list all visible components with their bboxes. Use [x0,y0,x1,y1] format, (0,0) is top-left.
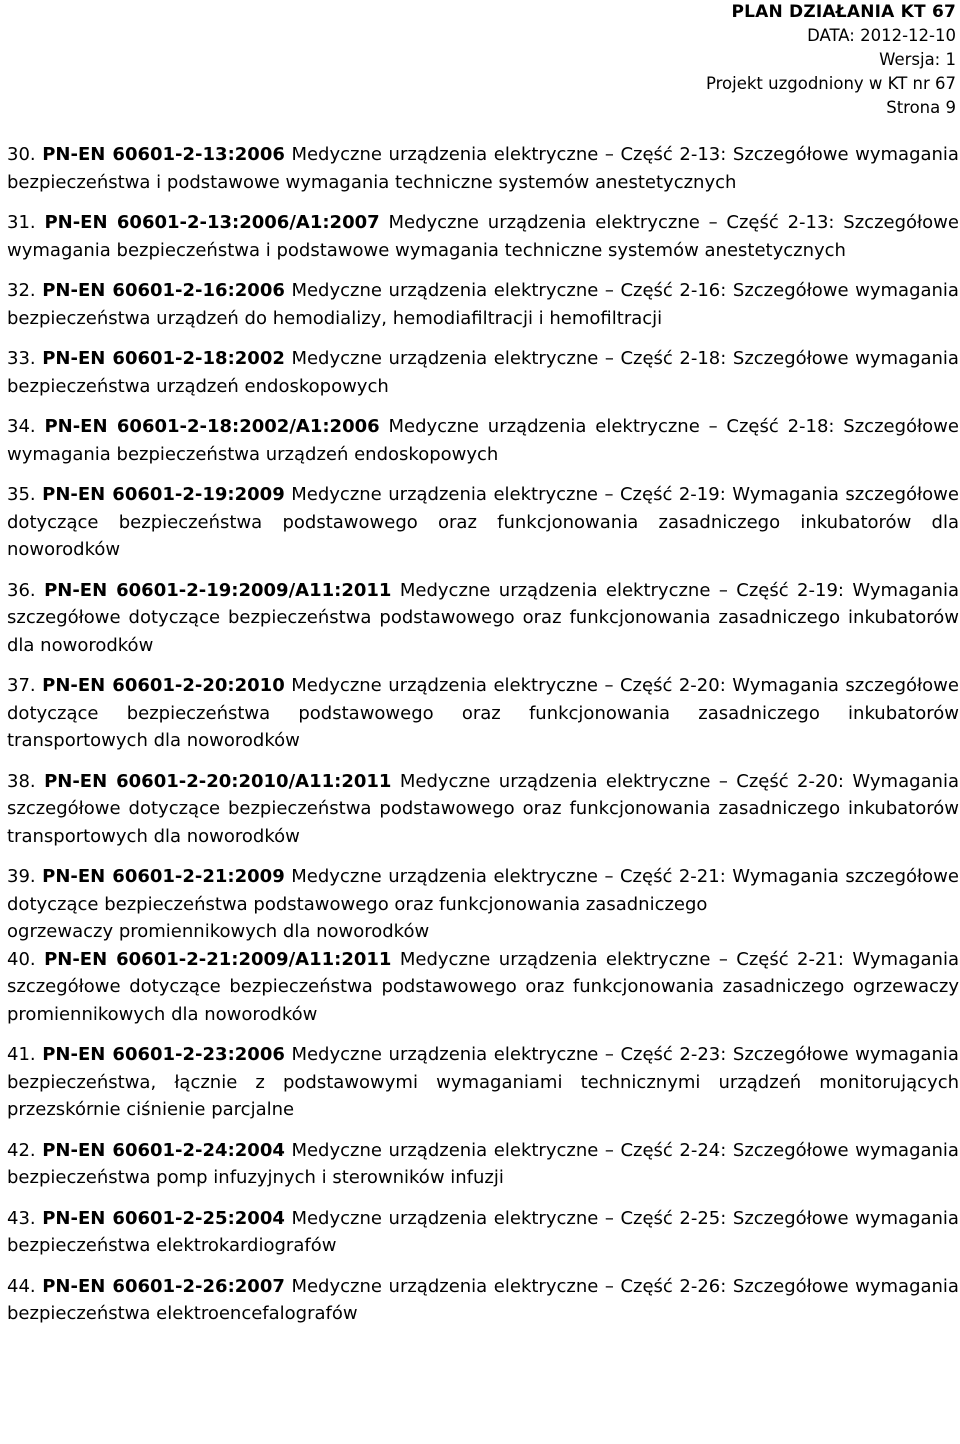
standards-list [7,141,959,1328]
item-number: 40. [7,948,36,970]
standard-description: Medyczne urządzenia elektryczne – Część 2-21: Wymagania szczegółowe dotyczące bezpieczeństwa podstawowego oraz funkcjonowania zasadniczego ogrzewaczy promiennikowych dla noworodków [7,948,959,1025]
page-number: Strona 9 [886,98,956,117]
standard-description: Medyczne urządzenia elektryczne – Część 2-23: Szczegółowe wymagania bezpieczeństwa, łącznie z podstawowymi wymaganiami technicznymi urządzeń monitorujących przezskórnie ciśnienie parcjalne [7,1044,959,1120]
standard-description: Medyczne urządzenia elektryczne – Część 2-13: Szczegółowe wymagania bezpieczeństwa i podstawowe wymagania techniczne systemów anestetycznych [7,144,959,193]
item-number: 42. [7,1139,36,1161]
standard-item [7,672,959,755]
item-number: 44. [7,1275,36,1297]
item-number: 33. [7,348,36,369]
standard-description: Medyczne urządzenia elektryczne – Część 2-18: Szczegółowe wymagania bezpieczeństwa urządzeń endoskopowych [7,348,959,397]
standard-description: Medyczne urządzenia elektryczne – Część 2-20: Wymagania szczegółowe dotyczące bezpieczeństwa podstawowego oraz funkcjonowania zasadniczego inkubatorów transportowych dla noworodków [7,770,959,847]
page-header [706,0,956,120]
item-number: 34. [7,416,36,437]
standard-code: PN-EN 60601-2-26:2007 [42,1275,285,1297]
standard-description: Medyczne urządzenia elektryczne – Część 2-26: Szczegółowe wymagania bezpieczeństwa elektroencefalografów [7,1275,959,1324]
standard-item [7,277,959,332]
standard-item [7,141,959,196]
standard-description: Medyczne urządzenia elektryczne – Część 2-21: Wymagania szczegółowe dotyczące bezpieczeństwa podstawowego oraz funkcjonowania zasadniczego [7,866,959,915]
item-number: 39. [7,866,36,887]
standard-code: PN-EN 60601-2-19:2009/A11:2011 [44,579,392,601]
standard-code: PN-EN 60601-2-20:2010 [42,675,285,696]
standard-code: PN-EN 60601-2-13:2006 [42,144,285,165]
standard-description: Medyczne urządzenia elektryczne – Część 2-13: Szczegółowe wymagania bezpieczeństwa i podstawowe wymagania techniczne systemów anestetycznych [7,212,959,261]
standard-code: PN-EN 60601-2-18:2002 [42,348,285,369]
standard-item [7,863,959,946]
item-number: 30. [7,144,36,165]
standard-description: Medyczne urządzenia elektryczne – Część 2-24: Szczegółowe wymagania bezpieczeństwa pomp infuzyjnych i sterowników infuzji [7,1139,959,1188]
standard-item [7,481,959,564]
standard-code: PN-EN 60601-2-19:2009 [42,484,285,505]
standard-item [7,1273,959,1328]
standard-description: Medyczne urządzenia elektryczne – Część 2-18: Szczegółowe wymagania bezpieczeństwa urządzeń endoskopowych [7,416,959,465]
standard-code: PN-EN 60601-2-21:2009 [42,866,285,887]
standard-code: PN-EN 60601-2-13:2006/A1:2007 [44,212,380,233]
item-number: 38. [7,770,36,792]
standard-description: Medyczne urządzenia elektryczne – Część 2-19: Wymagania szczegółowe dotyczące bezpieczeństwa podstawowego oraz funkcjonowania zasadniczego inkubatorów dla noworodków [7,579,959,656]
item-number: 36. [7,579,36,601]
standard-item [7,1041,959,1124]
standard-code: PN-EN 60601-2-20:2010/A11:2011 [44,770,392,792]
standard-code: PN-EN 60601-2-16:2006 [42,280,285,301]
standard-description: Medyczne urządzenia elektryczne – Część 2-16: Szczegółowe wymagania bezpieczeństwa urządzeń do hemodializy, hemodiafiltracji i hemofiltracji [7,280,959,329]
item-number: 31. [7,212,36,233]
document-title: PLAN DZIAŁANIA KT 67 [731,2,956,22]
standard-item [7,768,959,851]
standard-code: PN-EN 60601-2-21:2009/A11:2011 [44,948,392,970]
standard-description: Medyczne urządzenia elektryczne – Część 2-20: Wymagania szczegółowe dotyczące bezpieczeństwa podstawowego oraz funkcjonowania zasadniczego inkubatorów transportowych dla noworodków [7,675,959,751]
standard-code: PN-EN 60601-2-25:2004 [42,1207,285,1229]
standard-item [7,345,959,400]
item-number: 37. [7,675,36,696]
standard-description: Medyczne urządzenia elektryczne – Część 2-19: Wymagania szczegółowe dotyczące bezpieczeństwa podstawowego oraz funkcjonowania zasadniczego inkubatorów dla noworodków [7,484,959,560]
project-agreement: Projekt uzgodniony w KT nr 67 [705,74,956,93]
standard-code: PN-EN 60601-2-18:2002/A1:2006 [44,416,380,437]
standard-item [7,413,959,468]
standard-item [7,209,959,264]
standard-code: PN-EN 60601-2-24:2004 [42,1139,285,1161]
standard-item [7,577,959,660]
item-number: 41. [7,1044,36,1065]
standard-description: Medyczne urządzenia elektryczne – Część 2-25: Szczegółowe wymagania bezpieczeństwa elektrokardiografów [7,1207,959,1256]
item-number: 35. [7,484,36,505]
standard-item [7,946,959,1029]
standard-item [7,1137,959,1192]
standard-description-continued: ogrzewaczy promiennikowych dla noworodków [7,921,430,942]
document-date: DATA: 2012-12-10 [807,26,956,45]
standard-code: PN-EN 60601-2-23:2006 [42,1044,285,1065]
standard-item [7,1205,959,1260]
item-number: 43. [7,1207,36,1229]
item-number: 32. [7,280,36,301]
document-version: Wersja: 1 [879,50,956,69]
